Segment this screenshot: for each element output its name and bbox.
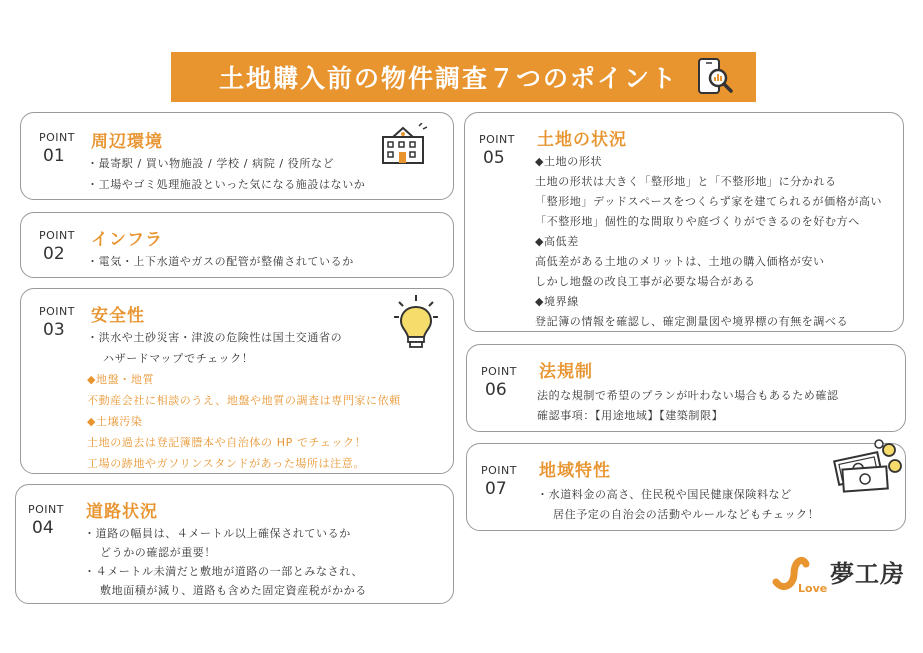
logo-love-text: Love: [798, 582, 828, 595]
point-line: 確認事項：【用途地域】【建築制限】: [537, 409, 724, 422]
lightbulb-icon: [393, 293, 439, 351]
point-line: ・道路の幅員は、４メートル以上確保されているか: [84, 527, 351, 540]
point-label: POINT: [39, 131, 75, 144]
point-title: 安全性: [91, 306, 145, 326]
point-line: ・水道料金の高さ、住民税や国民健康保険料など: [537, 488, 792, 501]
point-number: 01: [43, 146, 65, 166]
point-line: 法的な規制で希望のプランが叶わない場合もあるため確認: [537, 389, 839, 402]
point-title: インフラ: [91, 230, 163, 250]
point-card-06: [466, 344, 906, 432]
logo-brand-text: 夢工房: [830, 559, 905, 588]
point-line: 居住予定の自治会の活動やルールなどもチェック！: [553, 508, 820, 521]
point-line: 工場の跡地やガソリンスタンドがあった場所は注意。: [87, 457, 365, 470]
point-title: 周辺環境: [91, 132, 163, 152]
title-banner: [171, 52, 756, 102]
point-card-07: [466, 443, 906, 531]
point-label: POINT: [39, 229, 75, 242]
point-line: 敷地面積が減り、道路も含めた固定資産税がかかる: [100, 584, 367, 597]
point-line: ◆高低差: [535, 235, 579, 248]
point-number: 07: [485, 479, 507, 499]
point-label: POINT: [481, 365, 517, 378]
point-label: POINT: [479, 133, 515, 146]
point-line: ◆土地の形状: [535, 155, 603, 168]
point-line: 土地の形状は大きく「整形地」と「不整形地」に分かれる: [535, 175, 837, 188]
point-title: 法規制: [539, 362, 593, 382]
point-line: ・最寄駅 / 買い物施設 / 学校 / 病院 / 役所など: [87, 157, 335, 170]
point-number: 04: [32, 518, 54, 538]
point-line: ・電気・上下水道やガスの配管が整備されているか: [87, 255, 354, 268]
point-line: 「整形地」デッドスペースをつくらず家を建てられるが価格が高い: [535, 195, 883, 208]
point-label: POINT: [39, 305, 75, 318]
point-line: 高低差がある土地のメリットは、土地の購入価格が安い: [535, 255, 825, 268]
point-number: 02: [43, 244, 65, 264]
point-line: 土地の過去は登記簿謄本や自治体の HP でチェック！: [87, 436, 367, 449]
point-label: POINT: [481, 464, 517, 477]
point-number: 06: [485, 380, 507, 400]
smartphone-search-icon: [694, 56, 736, 98]
point-title: 道路状況: [86, 502, 158, 522]
money-coins-icon: [831, 438, 903, 496]
point-line: ◆土壌汚染: [87, 415, 143, 428]
point-card-01: [20, 112, 454, 200]
page-title: 土地購入前の物件調査７つのポイント: [218, 64, 678, 93]
point-line: ハザードマップでチェック！: [103, 352, 254, 365]
point-card-02: [20, 212, 454, 278]
point-line: しかし地盤の改良工事が必要な場合がある: [535, 275, 756, 288]
point-line: 登記簿の情報を確認し、確定測量図や境界標の有無を調べる: [535, 315, 849, 328]
point-card-04: [15, 484, 454, 604]
point-label: POINT: [28, 503, 64, 516]
point-title: 土地の状況: [537, 130, 627, 150]
point-number: 05: [483, 148, 505, 168]
point-title: 地域特性: [539, 461, 611, 481]
point-card-03: [20, 288, 454, 474]
point-line: 「不整形地」個性的な間取りや庭づくりができるのを好む方へ: [535, 215, 860, 228]
point-line: 不動産会社に相談のうえ、地盤や地質の調査は専門家に依頼: [87, 394, 401, 407]
point-line: ・洪水や土砂災害・津波の危険性は国土交通省の: [87, 331, 343, 344]
school-building-icon: [379, 123, 429, 167]
brand-logo: [768, 548, 908, 600]
point-line: ・４メートル未満だと敷地が道路の一部とみなされ、: [84, 565, 364, 578]
point-line: どうかの確認が重要！: [100, 546, 216, 559]
point-number: 03: [43, 320, 65, 340]
point-line: ◆境界線: [535, 295, 579, 308]
point-card-05: [464, 112, 904, 332]
point-line: ◆地盤・地質: [87, 373, 155, 386]
point-line: ・工場やゴミ処理施設といった気になる施設はないか: [87, 178, 366, 191]
